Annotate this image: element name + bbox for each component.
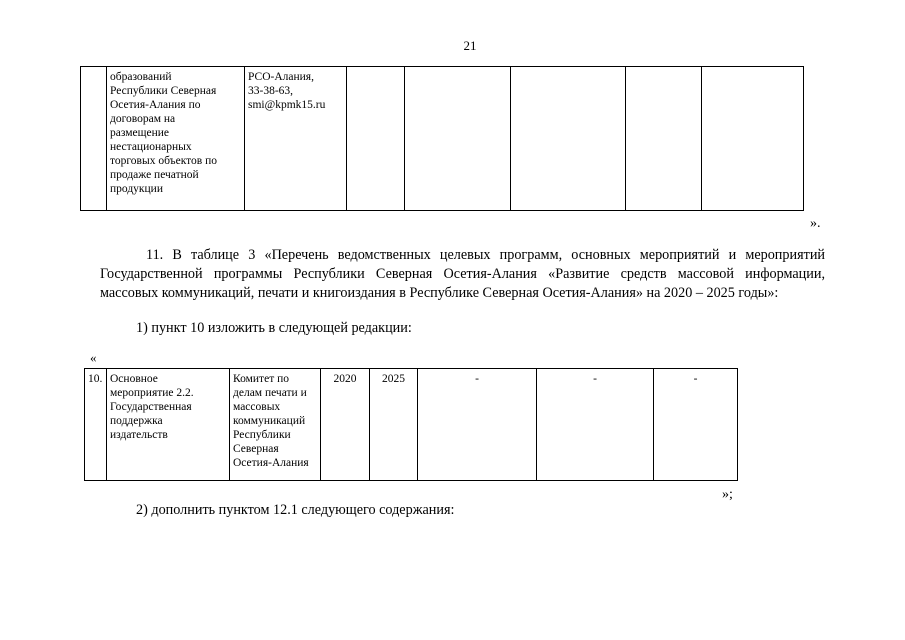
table-cell-contacts: [245, 67, 347, 211]
page-number: 21: [463, 38, 477, 53]
cell-text: -: [593, 373, 597, 385]
cell-activity-name: [107, 369, 230, 481]
cell-dash: [654, 369, 738, 481]
list-item-1: 1) пункт 10 изложить в следующей редакции:: [136, 320, 412, 336]
table-cell: [405, 67, 511, 211]
cell-dash: [418, 369, 537, 481]
table-cell: [81, 67, 107, 211]
cell-end-year: [370, 369, 418, 481]
table-cell: [626, 67, 702, 211]
cell-text: РСО-Алания, 33-38-63, smi@kpmk15.ru: [248, 71, 326, 111]
cell-text: -: [475, 373, 479, 385]
paragraph-11: 11. В таблице 3 «Перечень ведомственных целевых программ, основных мероприятий и мероприятий Государственной программы Республики Северная Осетия-Алания «Развитие средств массовой информации, массовых коммуникаций, печати и книгоиздания в Республике Северная Осетия-Алания» на 2020 – 2025 годы»:: [100, 247, 825, 301]
table-cell-description: [107, 67, 245, 211]
table-cell: [702, 67, 804, 211]
cell-number: [85, 369, 107, 481]
table-row: [81, 67, 804, 211]
cell-text: -: [693, 373, 698, 385]
cell-text: 2025: [382, 373, 405, 385]
list-item-2: 2) дополнить пунктом 12.1 следующего содержания:: [136, 502, 455, 518]
cell-text: Комитет по делам печати и массовых коммуникаций Республики Северная Осетия-Алания: [233, 373, 309, 469]
table-row: [85, 369, 738, 481]
cell-text: 2020: [333, 373, 357, 385]
table-cell: [511, 67, 626, 211]
table-cell: [347, 67, 405, 211]
cell-dash: [537, 369, 654, 481]
cell-text: образований Республики Северная Осетия-Алания по договорам на размещение нестационарных торговых объектов по продаже печатной продукции: [110, 71, 217, 195]
closing-quote: »;: [722, 487, 733, 502]
table-item-10: [84, 368, 738, 481]
cell-text: Основное мероприятие 2.2. Государственная поддержка издательств: [110, 373, 194, 441]
cell-text: 10.: [88, 373, 103, 385]
closing-quote: ».: [810, 216, 821, 231]
cell-executor: [230, 369, 321, 481]
table-continuation: [80, 66, 804, 211]
cell-start-year: [321, 369, 370, 481]
opening-quote: «: [90, 350, 97, 365]
